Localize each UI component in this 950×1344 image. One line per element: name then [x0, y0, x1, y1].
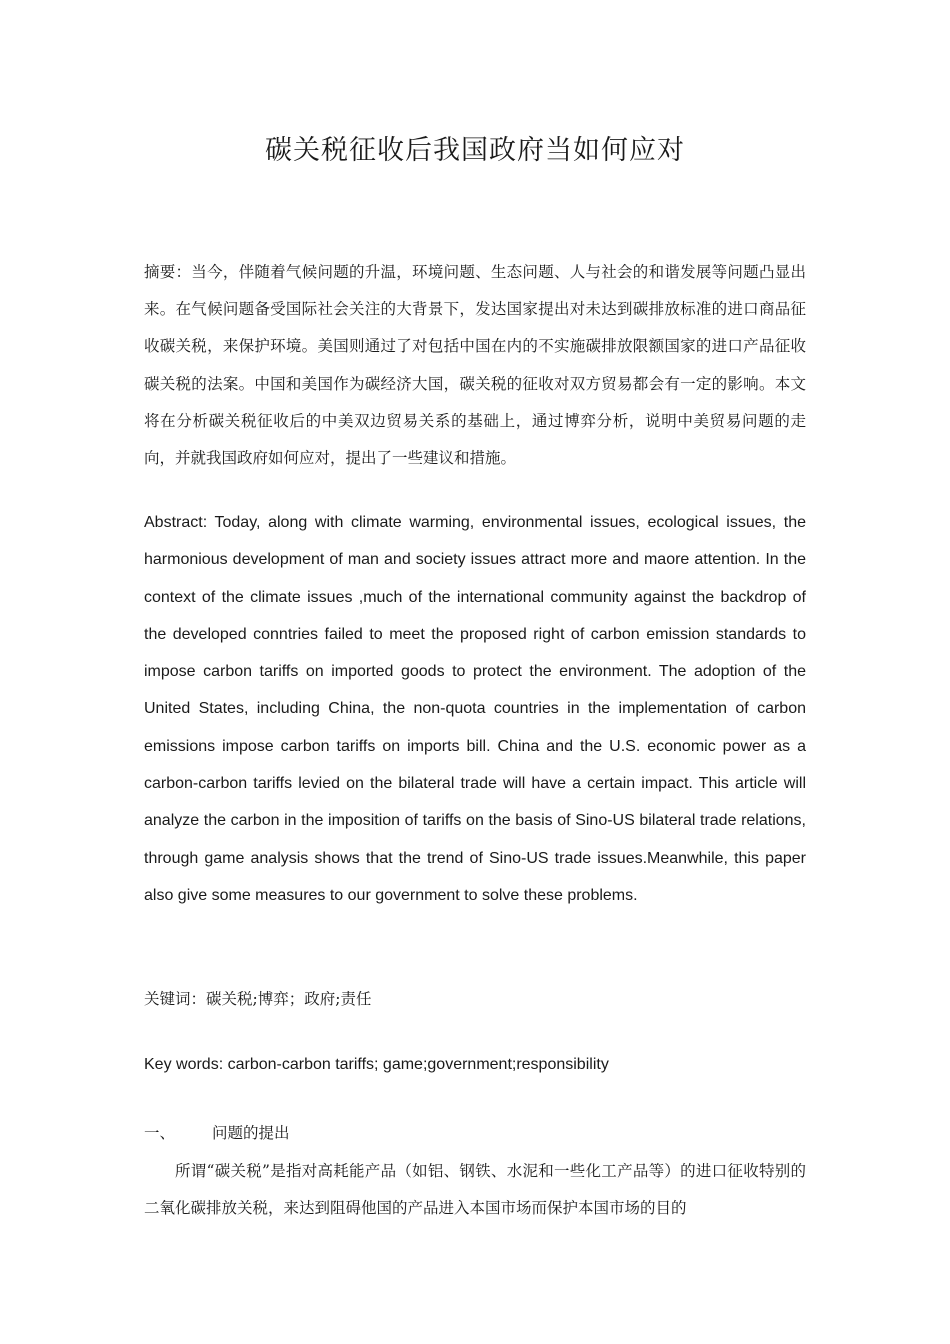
section-heading	[144, 1120, 290, 1146]
paper-title: 碳关税征收后我国政府当如何应对	[265, 135, 685, 166]
section-number: 一、	[144, 1124, 176, 1142]
section-title: 问题的提出	[212, 1124, 290, 1142]
abstract-english: Abstract: Today, along with climate warming, environmental issues, ecological issues, the harmonious development of man and society issues attract more and maore attention. In the context of the climate issues ,much of the international community against the backdrop of the developed conntries failed to meet the proposed right of carbon emission standards to impose carbon tariffs on imported goods to protect the environment. The adoption of the United States, including China, the non-quota countries in the implementation of carbon emissions impose carbon tariffs on imports bill. China and the U.S. economic power as a carbon-carbon tariffs levied on the bilateral trade will have a certain impact. This article will analyze the carbon in the imposition of tariffs on the basis of Sino-US bilateral trade relations, through game analysis shows that the trend of Sino-US trade issues.Meanwhile, this paper also give some measures to our government to solve these problems.	[144, 514, 806, 904]
keywords-english: Key words: carbon-carbon tariffs; game;government;responsibility	[144, 1056, 609, 1073]
section-body-paragraph: 所谓“碳关税”是指对高耗能产品（如铝、钢铁、水泥和一些化工产品等）的进口征收特别的二氧化碳排放关税，来达到阻碍他国的产品进入本国市场而保护本国市场的目的	[144, 1162, 806, 1217]
keywords-chinese: 关键词：碳关税;博弈；政府;责任	[144, 990, 372, 1008]
abstract-chinese: 摘要：当今，伴随着气候问题的升温，环境问题、生态问题、人与社会的和谐发展等问题凸显出来。在气候问题备受国际社会关注的大背景下，发达国家提出对未达到碳排放标准的进口商品征收碳关税，来保护环境。美国则通过了对包括中国在内的不实施碳排放限额国家的进口产品征收碳关税的法案。中国和美国作为碳经济大国，碳关税的征收对双方贸易都会有一定的影响。本文将在分析碳关税征收后的中美双边贸易关系的基础上，通过博弈分析，说明中美贸易问题的走向，并就我国政府如何应对，提出了一些建议和措施。	[144, 263, 806, 468]
